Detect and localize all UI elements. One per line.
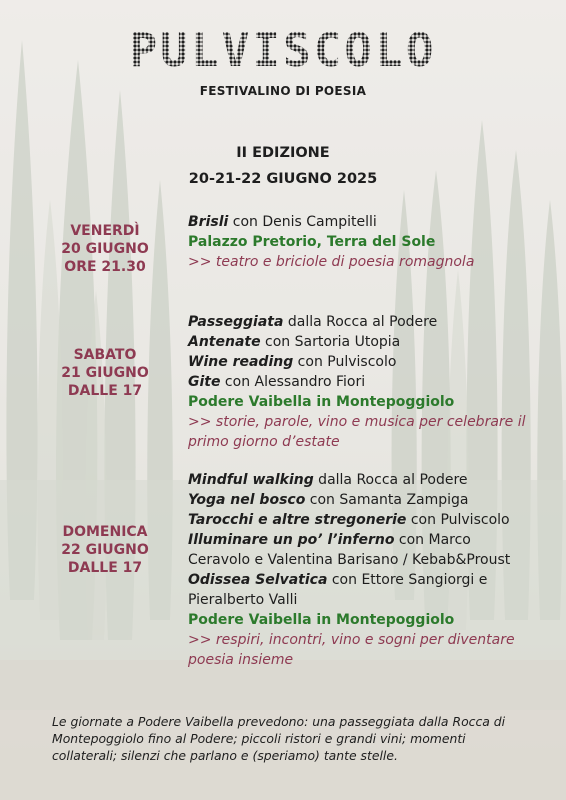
day-program-sunday [188,470,533,670]
footer-note: Le giornate a Podere Vaibella prevedono: una passeggiata dalla Rocca di Montepoggiolo fino al Podere; piccoli ristori e grandi vini; momenti collaterali; silenzi che parlano e (speriamo) tante stelle. [52,714,506,763]
day-program-friday [188,212,533,272]
svg-text:PULVISCOLO [133,28,433,74]
event-note: >> respiri, incontri, vino e sogni per diventare poesia insieme [188,632,515,668]
festival-title [0,28,566,74]
day-name: DOMENICA [62,524,148,540]
event-line: Gite con Alessandro Fiori [188,374,366,390]
event-place: Palazzo Pretorio, Terra del Sole [188,234,436,250]
event-line: Odissea Selvatica con Ettore Sangiorgi e Pieralberto Valli [188,572,488,608]
day-name: SABATO [73,347,137,363]
event-line: Antenate con Sartoria Utopia [188,334,401,350]
day-label-saturday [40,346,170,400]
event-line: Yoga nel bosco con Samanta Zampiga [188,492,469,508]
event-line: Passeggiata dalla Rocca al Podere [188,314,438,330]
event-note: >> storie, parole, vino e musica per celebrare il primo giorno d’estate [188,414,526,450]
day-time: DALLE 17 [67,560,143,576]
event-note: >> teatro e briciole di poesia romagnola [188,254,475,270]
day-time: DALLE 17 [67,383,143,399]
day-date: 22 GIUGNO [61,542,149,558]
dotted-title-logo [133,28,433,74]
event-line: Tarocchi e altre stregonerie con Pulviscolo [188,512,510,528]
day-time: ORE 21.30 [64,259,146,275]
event-line: Mindful walking dalla Rocca al Podere [188,472,468,488]
event-line: Illuminare un po’ l’inferno con Marco Ceravolo e Valentina Barisano / Kebab&Proust [188,532,511,568]
day-date: 21 GIUGNO [61,365,149,381]
event-place: Podere Vaibella in Montepoggiolo [188,612,455,628]
edition-label: II EDIZIONE [236,145,330,161]
festival-dates: 20-21-22 GIUGNO 2025 [188,171,378,187]
festival-subtitle: FESTIVALINO DI POESIA [199,84,367,98]
event-line: Wine reading con Pulviscolo [188,354,397,370]
day-name: VENERDÌ [70,223,140,239]
event-line: Brisli con Denis Campitelli [188,214,377,230]
event-place: Podere Vaibella in Montepoggiolo [188,394,455,410]
edition-block [0,140,566,192]
day-label-sunday [40,523,170,577]
day-date: 20 GIUGNO [61,241,149,257]
day-program-saturday [188,312,533,452]
day-label-friday [40,222,170,276]
